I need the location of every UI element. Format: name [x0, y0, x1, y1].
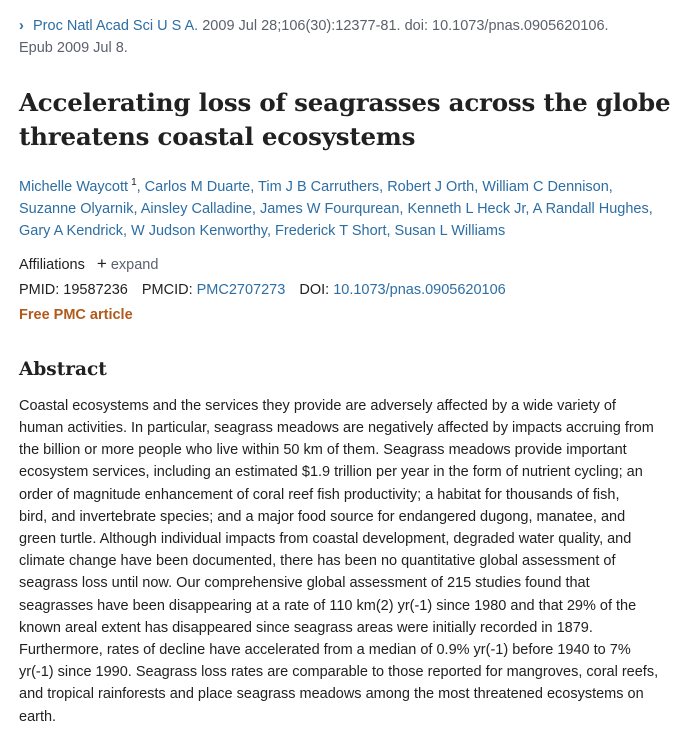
citation	[19, 15, 682, 59]
abstract-line: seagrasses have been disappearing at a rate of 110 km(2) yr(-1) since 1980 and that 29% of the	[19, 597, 637, 614]
affiliations-label: Affiliations	[19, 256, 85, 273]
abstract-heading: Abstract	[19, 358, 107, 380]
article-title-line-1: Accelerating loss of seagrasses across the globe	[19, 88, 671, 117]
abstract-line: seagrass loss until now. Our comprehensive global assessment of 215 studies found that	[19, 575, 590, 592]
abstract-line: and tropical rainforests and place seagrass meadows among the most threatened ecosystems on	[19, 686, 644, 703]
author-list	[19, 172, 682, 242]
author-links[interactable]: , Carlos M Duarte, Tim J B Carruthers, Robert J Orth, William C Dennison,	[136, 178, 613, 195]
abstract-line: order of magnitude enhancement of coral reef fish productivity; a habitat for thousands of fish,	[19, 486, 620, 503]
abstract-line: yr(-1) since 1990. Seagrass loss rates are comparable to those reported for mangroves, coral reefs,	[19, 664, 659, 681]
free-pmc-article-badge[interactable]: Free PMC article	[19, 306, 133, 323]
author-line-3[interactable]: Gary A Kendrick, W Judson Kenworthy, Frederick T Short, Susan L Williams	[19, 222, 506, 239]
plus-icon: +	[96, 253, 107, 273]
author-link-first[interactable]: Michelle Waycott	[19, 178, 129, 195]
expand-label: expand	[110, 256, 159, 273]
abstract-line: known areal extent has disappeared since seagrass areas were initially recorded in 1879.	[19, 619, 593, 636]
pmid: PMID: 19587236	[19, 281, 128, 298]
abstract-line: Furthermore, rates of decline have accelerated from a median of 0.9% yr(-1) before 1940 to 7%	[19, 642, 631, 659]
identifiers-row	[19, 279, 682, 301]
abstract-line: earth.	[19, 708, 57, 725]
chevron-right-icon[interactable]: ›	[19, 18, 24, 34]
journal-link[interactable]: Proc Natl Acad Sci U S A.	[33, 18, 199, 34]
abstract-text	[19, 395, 682, 728]
affiliation-superscript[interactable]: 1	[131, 177, 137, 188]
citation-epub: Epub 2009 Jul 8.	[19, 40, 128, 56]
abstract-line: climate change have been documented, there has been no quantitative global assessment of	[19, 553, 616, 570]
author-line-2[interactable]: Suzanne Olyarnik, Ainsley Calladine, James W Fourqurean, Kenneth L Heck Jr, A Randall Hughes,	[19, 200, 653, 217]
abstract-line: the billion or more people who live within 50 km of them. Seagrass meadows provide important	[19, 442, 627, 459]
article-title	[19, 86, 682, 154]
citation-line-1	[19, 15, 682, 37]
article-title-line-2: threatens coastal ecosystems	[19, 122, 416, 151]
pmcid-link[interactable]: PMC2707273	[196, 281, 286, 298]
abstract-line: human activities. In particular, seagrass meadows are negatively affected by impacts accruing from	[19, 420, 654, 437]
affiliations-row	[19, 253, 682, 276]
abstract-line: ecosystem services, including an estimated $1.9 trillion per year in the form of nutrient cycling; an	[19, 464, 643, 481]
doi-label: DOI:	[299, 281, 330, 298]
doi-link[interactable]: 10.1073/pnas.0905620106	[333, 281, 506, 298]
abstract-line: Coastal ecosystems and the services they provide are adversely affected by a wide variety of	[19, 397, 616, 414]
author-line-1	[19, 172, 682, 198]
expand-affiliations-button[interactable]	[96, 253, 159, 273]
abstract-line: green turtle. Although individual impacts from coastal development, degraded water quality, and	[19, 531, 632, 548]
pmcid-label: PMCID:	[141, 281, 193, 298]
abstract-line: bird, and invertebrate species; and a major food source for endangered dugong, manatee, and	[19, 508, 626, 525]
citation-details: 2009 Jul 28;106(30):12377-81. doi: 10.1073/pnas.0905620106.	[198, 18, 609, 34]
